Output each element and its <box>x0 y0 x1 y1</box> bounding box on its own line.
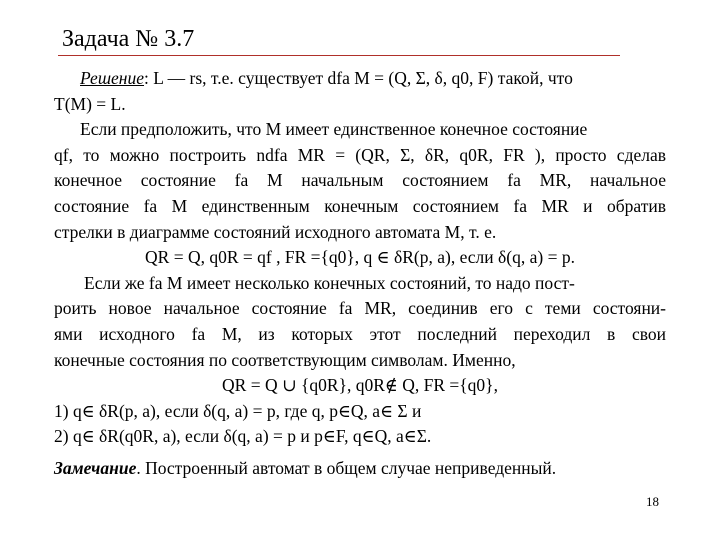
title-divider <box>58 55 620 56</box>
text-line-2: T(M) = L. <box>54 93 126 114</box>
text-line-6: состояние fa M единственным конечным состоянием fa MR и обратив <box>54 195 666 216</box>
slide-title: Задача № 3.7 <box>62 26 195 52</box>
formula-line-2: QR = Q ∪ {q0R}, q0R∉ Q, FR ={q0}, <box>222 375 498 396</box>
rule-line-1: 1) q∈ δR(p, a), если δ(q, a) = p, где q, p∈Q, a∈ Σ и <box>54 400 422 421</box>
text-line-9: роить новое начальное состояние fa MR, соединив его с теми состояни- <box>54 298 666 319</box>
text-line-11: конечные состояния по соответствующим символам. Именно, <box>54 349 516 370</box>
page-number: 18 <box>646 494 659 509</box>
text-line-3: Если предположить, что M имеет единственное конечное состояние <box>80 119 588 140</box>
text-line-8: Если же fa M имеет несколько конечных состояний, то надо пост- <box>84 272 575 293</box>
text-line-4: qf, то можно построить ndfa MR = (QR, Σ, δR, q0R, FR ), просто сделав <box>54 144 666 165</box>
text-line-7: стрелки в диаграмме состояний исходного автомата M, т. е. <box>54 221 497 242</box>
formula-line-1: QR = Q, q0R = qf , FR ={q0}, q ∈ δR(p, a), если δ(q, a) = p. <box>145 247 575 268</box>
rule-line-2: 2) q∈ δR(q0R, a), если δ(q, a) = p и p∈F, q∈Q, a∈Σ. <box>54 426 432 447</box>
remark-line: Замечание. Построенный автомат в общем случае неприведенный. <box>54 457 557 478</box>
solution-label: Решение <box>80 68 145 88</box>
remark-label: Замечание <box>54 457 137 478</box>
text-line-10: ями исходного fa M, из которых этот последний переходил в свои <box>54 323 666 344</box>
slide-body <box>54 66 666 482</box>
text-line-5: конечное состояние fa M начальным состоянием fa MR, начальное <box>54 170 666 191</box>
text-line-1: Решение: L — rs, т.е. существует dfa M = (Q, Σ, δ, q0, F) такой, что <box>80 68 573 88</box>
